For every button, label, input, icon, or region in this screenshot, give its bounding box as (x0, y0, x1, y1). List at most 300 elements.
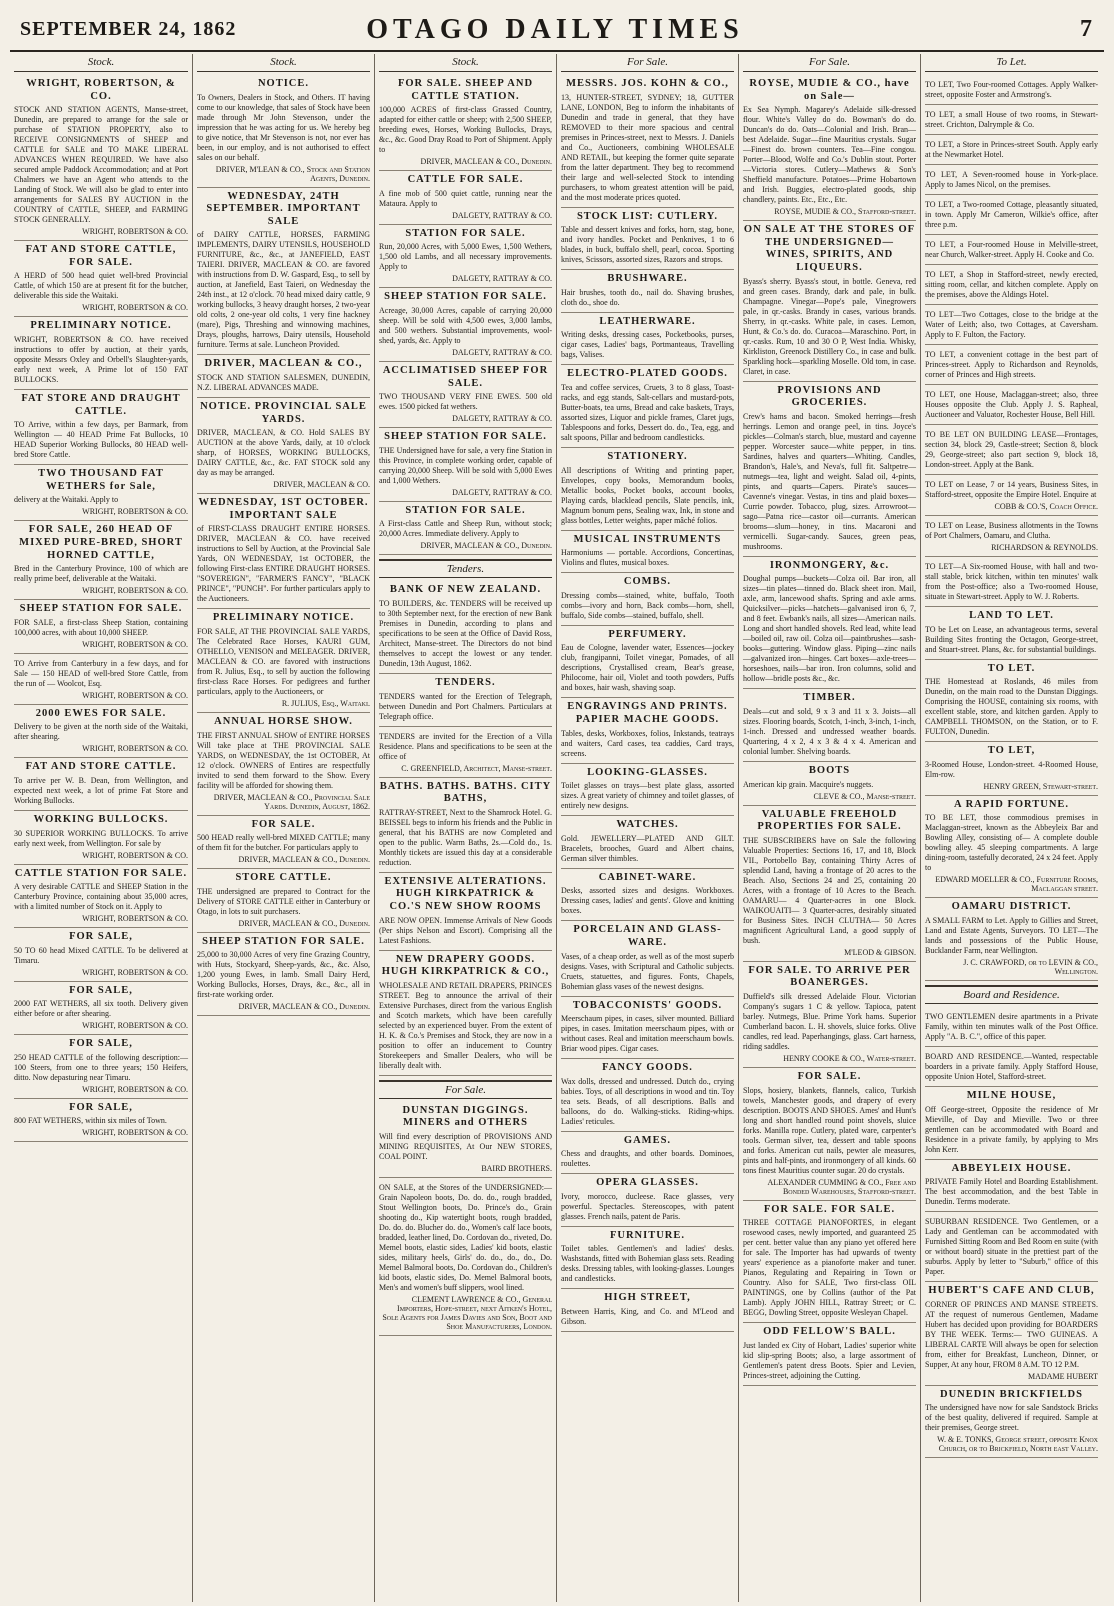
ad-signature: WRIGHT, ROBERTSON & CO. (82, 586, 188, 596)
advertisement (561, 764, 734, 817)
ad-body: FOR SALE, a first-class Sheep Station, containing 100,000 acres, with about 10,000 SHEEP. (14, 617, 188, 637)
advertisement (743, 1068, 916, 1201)
ad-body: PRIVATE Family Hotel and Boarding Establishment. The best accommodation, and the best Table in Dunedin. Terms moderate. (925, 1177, 1098, 1207)
advertisement (561, 1132, 734, 1175)
ad-signature: CLEMENT LAWRENCE & CO., General Importers, Hope-street, next Aitken's Hotel, Sole Agents for James Davies and Son, Boot and Shoe Manufacturers, London. (382, 1294, 552, 1331)
advertisement (743, 806, 916, 962)
ad-body: of FIRST-CLASS DRAUGHT ENTIRE HORSES. DRIVER, MACLEAN & CO. have received instructions to Sell by Auction, at the Provincial Sale Yards, ON WEDNESDAY, 1st OCTOBER, the following First-class ENTIRE DRAUGHT HORSES. "SOVEREIGN", "FARMER'S FANCY", "BLACK PRINCE", "PUNCH". For further particulars apply to the Auctioneers. (197, 524, 370, 604)
ad-body: Run, 20,000 Acres, with 5,000 Ewes, 1,500 Wethers, 1,500 old Lambs, and all necessary improvements. Apply to (379, 242, 552, 272)
ad-title: NOTICE. PROVINCIAL SALE YARDS. (200, 400, 367, 425)
ad-title: EXTENSIVE ALTERATIONS. HUGH KIRKPATRICK & CO.'S NEW SHOW ROOMS (384, 875, 547, 912)
ad-body: 250 HEAD CATTLE of the following description:— 100 Steers, from one to three years; 150 Heifers, ditto. Now depasturing near Timaru. (14, 1052, 188, 1082)
ad-signature: DALGETY, RATTRAY & CO. (452, 487, 552, 497)
ad-title: TENDERS. (435, 676, 496, 688)
ad-signature: WRIGHT, ROBERTSON & CO. (82, 1021, 188, 1031)
advertisement (379, 171, 552, 225)
advertisement (925, 1007, 1098, 1047)
advertisement (561, 626, 734, 699)
issue-date: SEPTEMBER 24, 1862 (20, 18, 237, 40)
ad-title: TWO THOUSAND FAT WETHERS for Sale, (38, 468, 164, 492)
ad-body: 100,000 ACRES of first-class Grassed Country, adapted for either cattle or sheep; with 2,500 SHEEP, breeding ewes, Horses, Working Bullocks, Drays, &c., &c. Good Dray Road to Port of Shipment. Apply to (379, 105, 552, 155)
ad-title: FOR SALE, (69, 931, 133, 943)
advertisement (561, 75, 734, 208)
ad-signature: EDWARD MOELLER & CO., Furniture Rooms, Maclaggan street. (935, 875, 1098, 894)
column-heading: To Let. (925, 54, 1098, 72)
column-heading: For Sale. (561, 54, 734, 72)
ad-body: CORNER OF PRINCES AND MANSE STREETS. AT the request of numerous Gentlemen, Madame Hubert has decided upon providing for BOARDERS BY THE WEEK. Terms:— TWO GUINEAS. A LIBERAL CARTE Will always be open for selection from, either for Breakfast, Luncheon, Dinner, or Supper, At any hour, FROM 8 A.M. TO 12 P.M. (925, 1299, 1098, 1369)
advertisement (743, 1201, 916, 1324)
ad-body: THREE COTTAGE PIANOFORTES, in elegant rosewood cases, newly imported, and guaranteed 25 per cent. better value than any piano yet offered here for sale. The Importer has had upwards of twenty years' experience as a pianoforte maker and tuner. Pianos, Regulating and Repairing in Town or Country. Also for SALE, Two first-class OIL PAINTINGS, one by Collins (author of the Pat Lamb). Apply JOHN HILL, Rattray Street; or C. BEGG, Dowling Street, opposite Wesleyan Chapel. (743, 1218, 916, 1318)
ad-title: FOR SALE. (797, 1070, 862, 1082)
ad-body: THE FIRST ANNUAL SHOW of ENTIRE HORSES Will take place at THE PROVINCIAL SALE YARDS, on WEDNESDAY, the 1st OCTOBER, At 12 o'clock. OWNERS of Entires are respectfully invited to send them forward to the Show. Every facility will be afforded for showing them. (197, 730, 370, 790)
advertisement (925, 305, 1098, 345)
ad-title: WEDNESDAY, 1ST OCTOBER. IMPORTANT SALE (198, 497, 369, 521)
ad-title: WEDNESDAY, 24TH SEPTEMBER. IMPORTANT SALE (206, 190, 361, 227)
ad-title: LEATHERWARE. (599, 315, 696, 327)
ad-body: Duffield's silk dressed Adelaide Flour. Victorian Company's sugars 1 C & yellow. Tapioca, patent barley. Nutmegs, Blue. Prime York hams. Superior Cumberland bacon. L. H. shovels, sluice forks. Olive candles, red lead. Paperhangings, glass. Cart harness, riding saddles. (743, 991, 916, 1051)
advertisement (561, 208, 734, 271)
ad-title: STATION FOR SALE. (405, 227, 526, 239)
ad-body: A fine mob of 500 quiet cattle, running near the Mataura. Apply to (379, 188, 552, 208)
advertisement (561, 997, 734, 1060)
ad-title: A RAPID FORTUNE. (953, 798, 1070, 810)
ad-title: TOBACCONISTS' GOODS. (572, 999, 723, 1011)
ad-title: BOOTS (808, 764, 851, 776)
advertisement (925, 1047, 1098, 1087)
column-5 (738, 54, 920, 1602)
ad-signature: DRIVER, M'LEAN & CO., Stock and Station Agents, Dunedin. (215, 164, 370, 183)
advertisement (743, 762, 916, 806)
ad-body: SUBURBAN RESIDENCE. Two Gentlemen, or a Lady and Gentleman can be accommodated with Furnished Sitting Room and Bed Room en suite (with or without board) situate in the prettiest part of the suburbs. Apply by letter to "Suburb," office of this Paper. (925, 1217, 1098, 1277)
section-heading: For Sale. (379, 1080, 552, 1099)
ad-body: RATTRAY-STREET, Next to the Shamrock Hotel. G. BEISSEL begs to inform his friends and the Public in general, that his BATHS are now Completed and open to the public. Warm Baths, 2s.—Cold do., 1s. Monthly tickets are issued this day at a considerable reduction. (379, 807, 552, 867)
ad-signature: DRIVER, MACLEAN & CO. (273, 480, 370, 490)
ad-title: ODD FELLOW'S BALL. (763, 1326, 896, 1338)
ad-body: Tea and coffee services, Cruets, 3 to 8 glass, Toast-racks, and egg stands, Salt-cellars and mustard-pots, Butter-boats, tea urns, Bread and cake baskets, Trays, assorted sizes, Liquor and pickle frames, Claret jugs, Tablespoons and forks, Dessert do. do., Tea, egg, and salt spoons, Pillar and bedroom candlesticks. (561, 382, 734, 442)
advertisement (197, 816, 370, 870)
advertisement (14, 317, 188, 390)
masthead-rule (10, 50, 1104, 52)
column-heading: For Sale. (743, 54, 916, 72)
ad-title: STOCK LIST: CUTLERY. (576, 210, 719, 222)
ad-signature: WRIGHT, ROBERTSON & CO. (82, 507, 188, 517)
advertisement (197, 75, 370, 188)
ad-body: TO LET—A Six-roomed House, with hall and two-stall stable, brick kitchen, within ten minutes' walk from the Post-office; also a Two-roomed House, situate in Stewart-street. Apply to W. J. Roberts. (925, 562, 1098, 601)
ad-title: PORCELAIN AND GLASS-WARE. (573, 924, 722, 948)
ad-signature: WRIGHT, ROBERTSON & CO. (82, 690, 188, 700)
ad-title: FOR SALE. TO ARRIVE PER BOANERGES. (748, 964, 911, 989)
advertisement (14, 465, 188, 521)
ad-body: STOCK AND STATION AGENTS, Manse-street, Dunedin, are prepared to arrange for the sale or purchase of STATION PROPERTY, also to RECEIVE CONSIGNMENTS of SHEEP and CATTLE for SALE and TO MAKE LIBERAL ADVANCES WHEN REQUIRED. We have also secured ample Paddock Accommodation; and at Port Chalmers we have an Agent who attends to the Landing of Stock. We will also be glad to enter into arrangements for SALES BY AUCTION in the COUNTRY of CATTLE, SHEEP, and FARMING STOCK GENERALLY. (14, 105, 188, 225)
advertisement (379, 778, 552, 873)
ad-body: A HERD of 500 head quiet well-bred Provincial Cattle, of which 150 are at present fit for the butcher, deliverable this side the Waitaki. (14, 271, 188, 301)
ad-signature: HENRY COOKE & CO., Water-street. (783, 1053, 916, 1063)
advertisement (379, 428, 552, 502)
advertisement (14, 811, 188, 865)
ad-signature: DRIVER, MACLEAN & CO., Dunedin. (420, 157, 552, 167)
advertisement (561, 816, 734, 869)
ad-body: Chess and draughts, and other boards. Dominoes, roulettes. (561, 1149, 734, 1169)
ad-body: TO LET, a convenient cottage in the best part of Princes-street. Apply to Richardson and Reynolds, corner of Princes and High streets. (925, 350, 1098, 379)
ad-body: To arrive per W. B. Dean, from Wellington, and expected next week, a lot of prime Fat Store and Working Bullocks. (14, 775, 188, 805)
ad-title: SHEEP STATION FOR SALE. (384, 291, 547, 303)
ad-title: FAT STORE AND DRAUGHT CATTLE. (21, 392, 181, 417)
ad-body: THE SUBSCRIBERS have on Sale the following Valuable Properties: Sections 16, 17, and 18, Block VII., Portobello Bay, containing Thirty Acres of splendid Land, having a frontage of 20 acres to the Beach. Also, Sections 24 and 25, containing 20 Acres, with a frontage of 10 Acres to the Beach. OAMARU— 4 Quarter-acres in one Block. WAIKOUAITI— 3 Quarter-acres, desirably situated for Business Sites. INCH CLUTHA— 50 Acres magnificent Agricultural Land, a good supply of bush. (743, 835, 916, 945)
ad-signature: COBB & CO.'S, Coach Office. (994, 502, 1098, 511)
ad-signature: CLEVE & CO., Manse-street. (813, 791, 916, 801)
ad-title: FURNITURE. (609, 1229, 686, 1241)
advertisement (379, 502, 552, 556)
ad-title: FOR SALE, (69, 1101, 133, 1113)
ad-body: BOARD AND RESIDENCE.—Wanted, respectable boarders in a private family. Apply Stafford House, opposite Union Hotel, Stafford-street. (925, 1051, 1098, 1081)
ad-title: VALUABLE FREEHOLD PROPERTIES FOR SALE. (757, 808, 902, 833)
column-heading: Stock. (14, 54, 188, 72)
ad-title: STORE CATTLE. (235, 872, 332, 884)
ad-body: Byass's sherry. Byass's stout, in bottle. Geneva, red and green cases. Brandy, dark and pale, in bulk. Champagne. Vinegar—Pope's pale, Vinegrowers pale, in qr.-casks. Brandy in cases, various brands. Sherry, in qr.-casks. White pale, in cases. Lemon, Hunt, & Co.'s do. do. Curacoa—Maraschino. Port, in qr.-casks. Rum, 10 and 30 O P, West India. Whisky, Kirkliston, Greenock Distillery Co., in case and bulk. Sparkling hock—sparkling Moselle. Old tom, in case. Claret, in case. (743, 276, 916, 376)
ad-title: SHEEP STATION FOR SALE. (202, 935, 365, 947)
advertisement (561, 365, 734, 448)
advertisement (561, 531, 734, 574)
ad-body: TENDERS wanted for the Erection of Telegraph, between Dunedin and Port Chalmers. Particulars at Telegraph office. (379, 691, 552, 721)
ad-title: OPERA GLASSES. (596, 1177, 699, 1189)
ad-title: FAT AND STORE CATTLE. (25, 761, 177, 773)
section-heading: Tenders. (379, 559, 552, 578)
ad-title: WORKING BULLOCKS. (33, 813, 169, 825)
ad-body: Delivery to be given at the north side of the Waitaki, after shearing. (14, 722, 188, 742)
ad-body: Vases, of a cheap order, as well as of the most superb designs. Vases, with Scriptural and Catholic subjects. Cruets, statuettes, and figures. Fonts, Chapels, Bohemian glass vases of the newest designs. (561, 951, 734, 991)
ad-body: TWO GENTLEMEN desire apartments in a Private Family, within ten minutes walk of the Post Office. Apply "A. B. C.", office of this paper. (925, 1011, 1098, 1041)
section-heading: Board and Residence. (925, 985, 1098, 1004)
ad-title: ON SALE AT THE STORES OF THE UNDERSIGNED— WINES, SPIRITS, AND LIQUEURS. (743, 224, 916, 273)
ad-signature: DRIVER, MACLEAN & CO., Dunedin. (420, 541, 552, 551)
ad-title: ENGRAVINGS AND PRINTS. PAPIER MACHE GOODS. (567, 701, 728, 725)
ad-title: ELECTRO-PLATED GOODS. (567, 368, 728, 380)
advertisement (14, 1035, 188, 1099)
advertisement (561, 313, 734, 366)
ad-signature: RICHARDSON & REYNOLDS. (991, 543, 1098, 552)
ad-title: WRIGHT, ROBERTSON, & CO. (26, 78, 176, 102)
advertisement (925, 75, 1098, 105)
advertisement (197, 355, 370, 398)
ad-title: STATIONERY. (607, 450, 688, 462)
ad-title: CATTLE FOR SALE. (407, 174, 524, 186)
advertisement (925, 516, 1098, 557)
ad-body: 13, HUNTER-STREET, SYDNEY; 18, GUTTER LANE, LONDON, Beg to inform the inhabitants of Dunedin and trade in general, that they have REMOVED to their more spacious and central premises in Princes-street, next to Messrs. J. Daniels and Co., Auctioneers, combining WHOLESALE AND RETAIL, but keeping the former quite separate from the latter department. They beg to recommend their large and well-selected Stock to intending purchasers, to whom greatest attention will be paid, and the most moderate prices quoted. (561, 92, 734, 202)
ad-body: Gold. JEWELLERY—PLATED AND GILT. Bracelets, brooches, Guard and Albert chains, German silver thimbles. (561, 833, 734, 863)
ad-title: HIGH STREET, (604, 1292, 691, 1304)
advertisement (925, 195, 1098, 235)
ad-body: Desks, assorted sizes and designs. Workboxes. Dressing cases, ladies' and gents'. Glove and knitting boxes. (561, 886, 734, 916)
ad-title: 2000 EWES FOR SALE. (35, 707, 167, 719)
ad-title: ABBEYLEIX HOUSE. (951, 1162, 1072, 1174)
ad-body: Wax dolls, dressed and undressed. Dutch do., crying babies. Toys, of all descriptions in wood and tin. Toy tea sets. Beads, of all descriptions. Balls and balloons, do do. Walking-sticks. Riding-whips. Ladies' reticules. (561, 1076, 734, 1126)
ad-body: Hair brushes, tooth do., nail do. Shaving brushes, cloth do., shoe do. (561, 287, 734, 307)
ad-body: Eau de Cologne, lavender water, Essences—jockey club, frangipanni, Toilet vinegar, Pomades, of all descriptions, Crystallised cream, Bear's grease, Philocome, hair oil, Violet and tooth powders, Puffs and boxes, hair wash, shaving soap. (561, 643, 734, 693)
masthead (10, 8, 1100, 46)
ad-signature: DALGETY, RATTRAY & CO. (452, 210, 552, 220)
ad-body: American kip grain. Macquire's nuggets. (743, 779, 874, 789)
ad-title: ANNUAL HORSE SHOW. (214, 715, 353, 727)
advertisement (14, 521, 188, 600)
advertisement (379, 951, 552, 1076)
ad-body: TO LET, a small House of two rooms, in Stewart-street. Crichton, Dalrymple & Co. (925, 110, 1098, 129)
advertisement (925, 425, 1098, 475)
ad-body: DRIVER, MACLEAN, & CO. Hold SALES BY AUCTION at the above Yards, daily, at 10 o'clock sharp, of HORSES, WORKING BULLOCKS, DAIRY CATTLE, &c., &c. FAT STOCK sold any day as may be arranged. (197, 428, 370, 478)
ad-title: TIMBER. (803, 692, 856, 704)
ad-signature: WRIGHT, ROBERTSON & CO. (82, 303, 188, 313)
ad-signature: WRIGHT, ROBERTSON & CO. (82, 227, 188, 237)
advertisement (925, 165, 1098, 195)
ad-body: TENDERS are invited for the Erection of a Villa Residence. Plans and specifications to be seen at the office of (379, 731, 552, 761)
ad-title: BRUSHWARE. (607, 273, 688, 285)
ad-body: of DAIRY CATTLE, HORSES, FARMING IMPLEMENTS, DAIRY UTENSILS, HOUSEHOLD FURNITURE, &c., &c., at JANEFIELD, EAST TAIERI. DRIVER, MACLEAN & CO. are favored with instructions from D. W. Gaspard, Esq., to sell by auction, at Janefield, East Taieri, on Wednesday the 24th inst., at 12 o'clock. 70 head mixed dairy cattle, 9 working bullocks, 3 heavy draught horses, 2 two-year old colts, 2 one-year old colts, 1 very fine hackney (mare), Pigs, Threshing and winnowing machines, Drays, ploughs, harrows, Dairy utensils, Household furniture. Terms at sale. Luncheon Provided. (197, 230, 370, 350)
ad-title: MILNE HOUSE, (966, 1089, 1057, 1101)
ad-body: A First-class Cattle and Sheep Run, without stock; 20,000 Acres. Immediate delivery. Apply to (379, 519, 552, 539)
ad-body: delivery at the Waitaki. Apply to (14, 495, 119, 505)
ad-title: FOR SALE, 260 HEAD OF MIXED PURE-BRED, SHORT HORNED CATTLE, (19, 524, 183, 561)
advertisement (561, 448, 734, 531)
ad-title: PROVISIONS AND GROCERIES. (777, 384, 882, 409)
ad-body: TO LET, one House, Maclaggan-street; also, three Houses opposite the Club. Apply J. S. Rapheal, Auctioneer and Valuator, Rochester House, Bell Hill. (925, 390, 1098, 419)
ad-title: PRELIMINARY NOTICE. (212, 612, 355, 624)
ad-title: FOR SALE. FOR SALE. (763, 1203, 896, 1215)
ad-body: Toilet tables. Gentlemen's and ladies' desks. Washstands, fitted with Bohemian glass sets. Reading desks. Dressing tables, with looking-glasses. Lounges and candlesticks. (561, 1244, 734, 1284)
ad-title: SHEEP STATION FOR SALE. (19, 603, 183, 615)
ad-body: Toilet glasses on trays—best plate glass, assorted sizes. A great variety of chimney and toilet glasses, of entirely new designs. (561, 781, 734, 811)
advertisement (925, 660, 1098, 743)
ad-title: SHEEP STATION FOR SALE. (384, 431, 547, 443)
ad-title: FANCY GOODS. (602, 1062, 693, 1074)
ad-body: TWO THOUSAND VERY FINE EWES. 500 old ewes. 1500 picked fat wethers. (379, 392, 552, 412)
ad-signature: DALGETY, RATTRAY & CO. (452, 274, 552, 284)
advertisement (379, 873, 552, 951)
ad-signature: J. C. CRAWFORD, or to LEVIN & CO., Wellington. (963, 957, 1098, 976)
ad-title: LAND TO LET. (969, 610, 1054, 621)
advertisement (561, 869, 734, 922)
column-2 (192, 54, 374, 1602)
ad-body: Crew's hams and bacon. Smoked herrings—fresh herrings. Lemon and orange peel, in tins. Joyce's pickles—Colman's starch, blue, mustard and cayenne pepper. Worcester sauce—white pepper, in tins. Sardines, halves and quarters—Whiting. Candles, Brandon's, Hale's, and Neva's, full fit. Saltpetre—nutmegs—tea, light and weight. Salad oil, 4-pints, pints, and quarts—Capers. Pirate's sauces—Cavenne's vinegar. Vestas, in tins and plaid boxes—Currie powder. Tobacco, plug, sizes. Arrowroot—sago—Patna rice—castor oil—currants. American brooms—slum—honey, in tins. Macaroni and vermicelli. Sugar-candy. Sauces, green peas, mushrooms. (743, 411, 916, 551)
advertisement (197, 869, 370, 933)
advertisement (561, 698, 734, 763)
ad-body: 50 TO 60 head Mixed CATTLE. To be delivered at Timaru. (14, 945, 188, 965)
advertisement (925, 1160, 1098, 1213)
ad-title: PERFUMERY. (608, 628, 687, 640)
advertisement (561, 1174, 734, 1227)
advertisement (743, 75, 916, 221)
ad-body: TO LET, a Shop in Stafford-street, newly erected, sitting room, cellar, and kitchen complete. Apply on the premises, above the Aldings Hotel. (925, 270, 1098, 299)
ad-body: Dressing combs—stained, white, buffalo, Tooth combs—ivory and horn, Back combs—horn, shell, buffalo, Side combs—stained, buffalo, shell. (561, 590, 734, 620)
advertisement (561, 270, 734, 313)
advertisement (561, 921, 734, 996)
ad-title: GAMES. (623, 1134, 672, 1146)
columns-container (10, 54, 1104, 1602)
advertisement (925, 796, 1098, 899)
column-6 (920, 54, 1102, 1602)
ad-body: ON SALE, at the Stores of the UNDERSIGNED:— Grain Napoleon boots, Do. do. do., rough bradded, Stout Wellington boots, Do. Prince's do., Grain shooting do., Kip watertight boots, rough bradded, Do. do. do. Blucher do. do., Women's calf lace boots, bradded, leather lined, Do. Cordovan do., riveted, Do. Memel boots, elastic sides, Ladies' kid boots, elastic sides, military heels, Girls' do. do., do., do., Do. Memel Balmoral boots, Do. Cordovan do., Children's kid boots, elastic sides, Do. Memel Balmoral boots, Men's and women's buff slippers, wool lined. (379, 1182, 552, 1292)
ad-body: 800 FAT WETHERS, within six miles of Town. (14, 1116, 167, 1126)
advertisement (197, 713, 370, 816)
ad-body: THE Homestead at Roslands, 46 miles from Dunedin, on the main road to the Dunstan Diggings. Comprising the HOUSE, containing six rooms, with excellent stable, store, and kitchen garden. Apply to CAMPBELL THOMSON, on the Station, or to F. FULTON, Dunedin. (925, 677, 1098, 737)
ad-signature: DRIVER, MACLEAN & CO., Provincial Sale Yards. Dunedin, August, 1862. (213, 792, 370, 811)
advertisement (925, 742, 1098, 796)
ad-body: 3-Roomed House, London-street. 4-Roomed House, Elm-row. (925, 759, 1098, 779)
ad-body: To Owners, Dealers in Stock, and Others. IT having come to our knowledge, that sales of Stock have been made through Mr John Stevenson, under the impression that he was acting for us. We hereby beg to give notice, that Mr Stevenson is not, nor ever has been, in our employ, and is not authorised to effect sales on our behalf. (197, 92, 370, 162)
ad-signature: MADAME HUBERT (1028, 1371, 1098, 1381)
advertisement (197, 933, 370, 1017)
advertisement (14, 1099, 188, 1143)
ad-body: Deals—cut and sold, 9 x 3 and 11 x 3. Joists—all sizes. Flooring boards, Scotch, 1-inch, 3-inch, 1-inch, 1-inch. Dressed and undressed weather boards. Quartering, 4 x 2, 4 x 3 & 4 x 4. American and colonial lumber. Shelving boards. (743, 706, 916, 756)
ad-title: COMBS. (623, 576, 672, 588)
ad-body: Writing desks, dressing cases, Pocketbooks, purses, cigar cases, Ladies' bags, Portmanteaus, Travelling bags, Valises. (561, 330, 734, 360)
advertisement (561, 1227, 734, 1290)
advertisement (379, 581, 552, 674)
column-4 (556, 54, 738, 1602)
ad-signature: HENRY GREEN, Stewart-street. (983, 781, 1098, 791)
advertisement (743, 1323, 916, 1386)
advertisement (379, 1102, 552, 1178)
ad-body: TO LET, a Two-roomed Cottage, pleasantly situated, in town. Apply Mr Cameron, Wilkie's office, after three p.m. (925, 200, 1098, 229)
ad-body: All descriptions of Writing and printing paper, Envelopes, copy books, Memorandum books, Metallic books, Pocket books, account books, Playing cards, blacklead pencils, Slate pencils, ink, Magnum bonum pens, Sealing wax, Ink, in stone and glass bottles, Letter weights, paper mâché folios. (561, 465, 734, 525)
ad-body: TO LET, Two Four-roomed Cottages. Apply Walker-street, opposite Foster and Armstrong's. (925, 80, 1098, 99)
ad-body: TO LET on Lease, 7 or 14 years, Business Sites, in Stafford-street, opposite the Empire Hotel. Enquire at (925, 480, 1098, 499)
ad-signature: WRIGHT, ROBERTSON & CO. (82, 914, 188, 924)
ad-title: ACCLIMATISED SHEEP FOR SALE. (382, 364, 549, 389)
advertisement (925, 385, 1098, 425)
advertisement (743, 221, 916, 381)
ad-body: TO Arrive, within a few days, per Barmark, from Wellington — 40 HEAD Prime Fat Bullocks, 10 HEAD Superior Working Bullocks, 80 HEAD well-bred Store Cattle. (14, 420, 188, 460)
ad-title: TO LET, (987, 745, 1036, 757)
ad-title: FOR SALE. (251, 818, 316, 830)
ad-body: Ivory, morocco, ducleese. Race glasses, very powerful. Spectacles. Stereoscopes, with patent glasses. French nails, patent de Paris. (561, 1191, 734, 1221)
ad-title: IRONMONGERY, &c. (769, 559, 890, 571)
ad-body: Slops, hosiery, blankets, flannels, calico, Turkish towels, Manchester goods, and drapery of every description. BOOTS AND SHOES. Ames' and Hunt's long and short handled round point shovels, sluice forks. Manilla rope. Cutlery, plated ware, carpenter's tools. German silver, tea, dessert and table spoons and forks. American cut nails, pewter ale measures, pints and half-pints, and ironmongery of all kinds. 60 tons finest Mauritius counter sugar. 20 do crystals. (743, 1085, 916, 1175)
advertisement (925, 607, 1098, 660)
advertisement (14, 928, 188, 982)
ad-body: ARE NOW OPEN. Immense Arrivals of New Goods (Per ships Nelson and Escort). Comprising all the Latest Fashions. (379, 915, 552, 945)
advertisement (197, 494, 370, 609)
advertisement (561, 573, 734, 626)
ad-title: FOR SALE, (69, 984, 133, 996)
ad-body: Meerschaum pipes, in cases, silver mounted. Billiard pipes, in cases. Imitation meerschaum pipes, with or without cases. Real and imitation meerschaum bowls. Briar wood pipes. Cigar cases. (561, 1014, 734, 1054)
advertisement (14, 982, 188, 1036)
ad-body: TO LET, A Seven-roomed house in York-place. Apply to James Nicol, on the premises. (925, 170, 1098, 189)
ad-signature: DRIVER, MACLEAN & CO., Dunedin. (238, 918, 370, 928)
advertisement (925, 345, 1098, 385)
ad-body: Harmoniums — portable. Accordions, Concertinas, Violins and flutes, musical boxes. (561, 548, 734, 568)
ad-signature: DALGETY, RATTRAY & CO. (452, 414, 552, 424)
ad-body: TO LET on Lease, Business allotments in the Towns of Port Chalmers, Oamaru, and Clutha. (925, 521, 1098, 540)
ad-signature: DRIVER, MACLEAN & CO., Dunedin. (238, 1002, 370, 1012)
ad-title: FOR SALE, (69, 1038, 133, 1050)
ad-title: PRELIMINARY NOTICE. (30, 320, 172, 332)
ad-body: Doughal pumps—buckets—Colza oil. Bar iron, all sizes—tin plates—tinned do. Black sheet iron. Mail, axle, arm, lancewood shafts. Spring and axle arms. Quicksilver—picks—hatchets—galvanised iron 6, 7, and 8 feet. Ewbank's nails, all sizes—American nails. Long and short handled shovels. Red lead, white lead—boiled oil, raw oil. Colza oil—paintbrushes—sash-books—guttering. Window glass. Piping—zinc nails—galvanized iron—hinges. Cart boxes—axle-trees—horseshoes, nails—bar iron. Iron columns, solid and hollow—bridle posts &c., &c. (743, 574, 916, 684)
ad-signature: WRIGHT, ROBERTSON & CO. (82, 967, 188, 977)
advertisement (743, 689, 916, 762)
ad-signature: W. & E. TONKS, George street, opposite Knox Church, or to Brickfield, North east Valley. (937, 1435, 1098, 1454)
ad-title: CATTLE STATION FOR SALE. (14, 867, 188, 879)
ad-body: 2000 FAT WETHERS, all six tooth. Delivery given either before or after shearing. (14, 999, 188, 1019)
ad-body: Between Harris, King, and Co. and M'Leod and Gibson. (561, 1307, 734, 1327)
ad-title: MESSRS. JOS. KOHN & CO., (566, 78, 729, 89)
advertisement (14, 390, 188, 465)
advertisement (197, 609, 370, 713)
ad-signature: DRIVER, MACLEAN & CO., Dunedin. (238, 855, 370, 865)
ad-signature: M'LEOD & GIBSON. (844, 947, 916, 957)
advertisement (197, 188, 370, 356)
advertisement (379, 288, 552, 362)
ad-body: THE Undersigned have for sale, a very fine Station in this Province, in complete working order, capable of carrying 20,000 Sheep. Will be sold with 5,000 Ewes and 1,000 Wethers. (379, 445, 552, 485)
ad-body: TO BE LET, those commodious premises in Maclaggan-street, known as the Abbeyleix Bar and Bowling Alley, consisting of— A complete double bowling alley. 45 sleeping compartments. A large dining-room, tastefully decorated, 24 x 24 feet. Apply to (925, 813, 1098, 873)
ad-body: WHOLESALE AND RETAIL DRAPERS, PRINCES STREET. Beg to announce the arrival of their Extensive Purchases, direct from the various English and Scotch markets, which have been carefully selected by an experienced buyer. From the extent of H. K. & Co.'s Premises and Stock, they are now in a position to offer an inducement to Country Storekeepers and Smaller Dealers, who will be liberally dealt with. (379, 980, 552, 1070)
ad-title: DUNEDIN BRICKFIELDS (940, 1388, 1083, 1400)
ad-title: LOOKING-GLASSES. (587, 766, 708, 778)
ad-signature: ALEXANDER CUMMING & CO., Free and Bonded Warehouses, Stafford-street. (767, 1177, 916, 1196)
ad-body: TO BE LET ON BUILDING LEASE—Frontages, section 34, block 29, Castle-street; Section 8, block 29, George-street; also part section 9, block 18, London-street. Apply at the Bank. (925, 430, 1098, 469)
ad-title: BATHS. BATHS. BATHS. CITY BATHS, (379, 780, 552, 805)
ad-signature: R. JULIUS, Esq., Waitaki. (281, 698, 370, 708)
ad-signature: WRIGHT, ROBERTSON & CO. (82, 1084, 188, 1094)
ad-body: TO LET, a Store in Princes-street South. Apply early at the Newmarket Hotel. (925, 140, 1098, 159)
ad-signature: WRIGHT, ROBERTSON & CO. (82, 639, 188, 649)
advertisement (925, 557, 1098, 607)
ad-body: TO Arrive from Canterbury in a few days, and for Sale — 150 HEAD of well-bred Store Cattle, from the run of — Woolcot, Esq. (14, 658, 188, 688)
ad-signature: DALGETY, RATTRAY & CO. (452, 347, 552, 357)
ad-title: STATION FOR SALE. (405, 504, 526, 516)
ad-body: WRIGHT, ROBERTSON & CO. have received instructions to offer by auction, at their yards, opposite Messrs Oxley and Orbell's Slaughter-yards, early next week, A Prime lot of 150 FAT BULLOCKS. (14, 334, 188, 384)
ad-signature: BAIRD BROTHERS. (481, 1163, 552, 1173)
ad-signature: ROYSE, MUDIE & CO., Stafford-street. (774, 207, 916, 217)
ad-signature: C. GREENFIELD, Architect, Manse-street. (401, 763, 552, 773)
advertisement (743, 962, 916, 1068)
ad-title: FAT AND STORE CATTLE, FOR SALE. (25, 244, 177, 268)
ad-body: Will find every description of PROVISIONS AND MINING REQUISITES, At Our NEW STORES, COAL POINT. (379, 1131, 552, 1161)
page-number: 7 (1080, 16, 1092, 42)
ad-body: TO BUILDERS, &c. TENDERS will be received up to 30th September next, for the erection of new Bank Premises in Dunedin, according to plans and specifications to be seen at the Office of David Ross, Architect, Manse-street. The Directors do not bind themselves to accept the lowest or any tender. Dunedin, 13th August, 1862. (379, 598, 552, 668)
advertisement (14, 241, 188, 317)
ad-title: NOTICE. (257, 78, 310, 89)
advertisement (925, 898, 1098, 981)
ad-body: A SMALL FARM to Let. Apply to Gillies and Street, Land and Estate Agents, Surveyors. TO LET—The lands and possessions of the Public House, Bucklander Farm, near Wellington. (925, 915, 1098, 955)
ad-title: BANK OF NEW ZEALAND. (389, 584, 542, 596)
advertisement (14, 75, 188, 241)
advertisement (925, 1282, 1098, 1386)
ad-body: 30 SUPERIOR WORKING BULLOCKS. To arrive early next week, from Wellington. For sale by (14, 828, 188, 848)
advertisement (925, 235, 1098, 265)
ad-signature: WRIGHT, ROBERTSON & CO. (82, 850, 188, 860)
advertisement (14, 705, 188, 759)
column-1 (10, 54, 192, 1602)
advertisement (561, 1059, 734, 1132)
ad-title: FOR SALE. SHEEP AND CATTLE STATION. (397, 78, 534, 102)
advertisement (14, 758, 188, 811)
advertisement (379, 727, 552, 778)
advertisement (925, 1212, 1098, 1282)
advertisement (925, 265, 1098, 305)
advertisement (379, 674, 552, 727)
ad-title: MUSICAL INSTRUMENTS (573, 533, 722, 545)
ad-body: 25,000 to 30,000 Acres of very fine Grazing Country, with Huts, Stockyard, Sheep-yards, &c., &c. Also, 1,200 young Ewes, in lamb. Small Dairy Herd, Working Bullocks, Horses, Drays, &c., &c., all in first-rate working order. (197, 950, 370, 1000)
ad-body: Just landed ex City of Hobart, Ladies' superior white kid slip-spring Boots; also, a large assortment of Gentlemen's patent dress Boots. Spier and Levien, Princes-street, adjoining the Cutting. (743, 1340, 916, 1380)
ad-body: Acreage, 30,000 Acres, capable of carrying 20,000 sheep. Will be sold with 4,500 ewes, 3,000 lambs, and 500 wethers. Substantial improvements, wool-shed, yards, &c. Apply to (379, 305, 552, 345)
ad-title: ROYSE, MUDIE & CO., have on Sale— (749, 78, 910, 102)
advertisement (379, 225, 552, 289)
ad-body: The undersigned have now for sale Sandstock Bricks of the best quality, delivered if required. Sample at their premises, George street. (925, 1403, 1098, 1433)
ad-body: A very desirable CATTLE and SHEEP Station in the Canterbury Province, containing about 35,000 acres, with a limited number of Stock on it. Apply to (14, 882, 188, 912)
ad-body: FOR SALE, AT THE PROVINCIAL SALE YARDS, The Celebrated Race Horses, KAURI GUM, OTHELLO, VENISON and MELEAGER. DRIVER, MACLEAN & CO. are favored with instructions from R. Julius, Esq., to sell by auction the following first-class Race Horses. For pedigrees and further particulars, apply to the Auctioneers, or (197, 626, 370, 696)
column-3 (374, 54, 556, 1602)
ad-title: HUBERT'S CAFE AND CLUB, (928, 1285, 1095, 1297)
ad-body: 500 HEAD really well-bred MIXED CATTLE; many of them fit for the butcher. For particulars apply to (197, 833, 370, 853)
